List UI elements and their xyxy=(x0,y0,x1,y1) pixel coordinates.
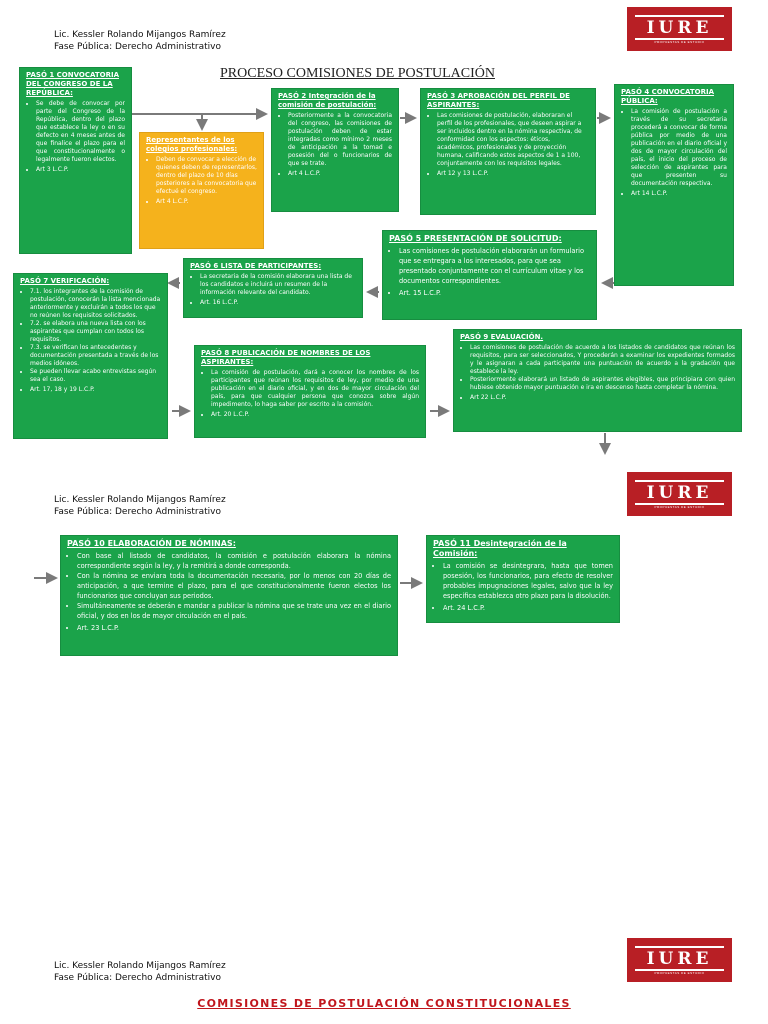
step-7-item-1: • 7.1. los integrantes de la comisión de postulación, conocerán la lista mencionada anteriormente y excluirán a todos los que no reúnen los requisitos solicitados. xyxy=(30,288,161,320)
step-2-box xyxy=(271,88,399,212)
step-8-item: • La comisión de postulación, dará a conocer los nombres de los participantes que reúnan los requisitos de ley, por medio de una publicación en el diario oficial, y en dos de mayor circulación del país, para que cualquier persona que conozca sobre algún impedimento, lo haga saber por escrito a la comisión. xyxy=(211,369,419,409)
step-5-article: • Art. 15 L.C.P. xyxy=(399,288,590,298)
step-9-item-2: • Posteriormente elaborará un listado de aspirantes elegibles, que principiara con quien hubiese obtenido mayor puntuación e ira en descenso hasta completar la nómina. xyxy=(470,376,735,392)
step-1-item: • Se debe de convocar por parte del Congreso de la República, dentro del plazo que establece la ley o en su defecto en 4 meses antes de que finalice el plazo para el que constitucionalmente o legalmente fueron electos. xyxy=(36,100,125,164)
step-8-title: PASÓ 8 PUBLICACIÓN DE NOMBRES DE LOS ASPIRANTES: xyxy=(201,349,371,366)
author-header-2 xyxy=(54,494,226,518)
step-6-title: PASÓ 6 LISTA DE PARTICIPANTES: xyxy=(190,262,322,270)
step-7-article: • Art. 17, 18 y 19 L.C.P. xyxy=(30,386,161,394)
step-7-title: PASÓ 7 VERIFICACIÓN: xyxy=(20,277,110,285)
step-7-item-4: • Se pueden llevar acabo entrevistas según sea el caso. xyxy=(30,368,161,384)
step-10-item-1: • Con base al listado de candidatos, la comisión e postulación elaborara la nómina correspondiente según la ley, y la remitirá a donde corresponda. xyxy=(77,551,391,571)
step-4-box xyxy=(614,84,734,286)
page-title: PROCESO COMISIONES DE POSTULACIÓN xyxy=(220,66,495,81)
step-7-item-2: • 7.2. se elabora una nueva lista con los aspirantes que cumplan con todos los requisitos. xyxy=(30,320,161,344)
footer-title: COMISIONES DE POSTULACIÓN CONSTITUCIONALES xyxy=(197,997,571,1010)
step-11-article: • Art. 24 L.C.P. xyxy=(443,603,613,613)
author-name: Lic. Kessler Rolando Mijangos Ramírez xyxy=(54,495,226,505)
step-3-item: • Las comisiones de postulación, elaboraran el perfil de los profesionales, que deseen aspirar a ser incluidos dentro en la nómina respectiva, de conformidad con los aspectos: éticos, académicos, profesionales y de proyección humana, calificando estos aspectos de 1 a 100, conjuntamente con los requisitos legales. xyxy=(437,112,589,168)
step-4-item: • La comisión de postulación a través de su secretaria procederá a convocar de forma pública por medio de una publicación en el diario oficial y dos de mayor circulación del país, el inicio del proceso de selección de aspirantes para que presenten su documentación respectiva. xyxy=(631,108,727,188)
step-5-item: • Las comisiones de postulación elaborarán un formulario que se entregara a los interesados, para que sea presentado conjuntamente con el currículum vitae y los documentos correspondientes. xyxy=(399,246,590,286)
representatives-title: Representantes de los colegios profesionales: xyxy=(146,136,238,153)
step-2-title: PASÓ 2 Integración de la comisión de postulación: xyxy=(278,92,377,109)
representatives-article: • Art 4 L.C.P. xyxy=(156,198,257,206)
step-11-box xyxy=(426,535,620,623)
step-5-title: PASÓ 5 PRESENTACIÓN DE SOLICITUD: xyxy=(389,234,562,243)
step-6-item: • La secretaria de la comisión elaborara una lista de los candidatos e incluirá un resumen de la información relevante del candidato. xyxy=(200,273,356,297)
logo-subtext: PROPUESTAS DE ESTUDIO xyxy=(654,505,705,509)
step-1-box xyxy=(19,67,132,254)
step-10-title: PASÓ 10 ELABORACIÓN DE NÓMINAS: xyxy=(67,539,236,548)
step-4-title: PASÓ 4 CONVOCATORIA PÚBLICA: xyxy=(621,88,714,105)
step-1-article: • Art 3 L.C.P. xyxy=(36,166,125,174)
step-6-article: • Art. 16 L.C.P. xyxy=(200,299,356,307)
step-11-title: PASÓ 11 Desintegración de la Comisión: xyxy=(433,539,567,558)
logo-text: IURE xyxy=(646,18,713,38)
logo-text: IURE xyxy=(646,949,713,969)
author-name: Lic. Kessler Rolando Mijangos Ramírez xyxy=(54,961,226,971)
logo-subtext: PROPUESTAS DE ESTUDIO xyxy=(654,40,705,44)
step-2-item: • Posteriormente a la convocatoria del congreso, las comisiones de postulación deben de estar integradas como mínimo 2 meses de anticipación a la tomad e posesión del o funcionarios de que se trate. xyxy=(288,112,392,168)
step-7-item-3: • 7.3. se verifican los antecedentes y documentación presentada a través de los medios idóneos. xyxy=(30,344,161,368)
step-10-item-3: • Simultáneamente se deberán e mandar a publicar la nómina que se trate una vez en el diario oficial, y dos en los de mayor circulación en el país. xyxy=(77,601,391,621)
step-11-item: • La comisión se desintegrara, hasta que tomen posesión, los funcionarios, para efecto de resolver probables impugnaciones legales, salvo que la ley especifica establezca otro plazo para la disolución. xyxy=(443,561,613,601)
step-3-article: • Art 12 y 13 L.C.P. xyxy=(437,170,589,178)
step-8-box xyxy=(194,345,426,438)
step-7-box xyxy=(13,273,168,439)
step-9-article: • Art 22 L.C.P. xyxy=(470,394,735,402)
author-header-3 xyxy=(54,960,226,984)
step-1-title: PASÓ 1 CONVOCATORIA DEL CONGRESO DE LA REPÚBLICA: xyxy=(26,71,119,97)
author-name: Lic. Kessler Rolando Mijangos Ramírez xyxy=(54,30,226,40)
step-4-article: • Art 14 L.C.P. xyxy=(631,190,727,198)
step-10-box xyxy=(60,535,398,656)
representatives-item: • Deben de convocar a elección de quienes deben de representarlos, dentro del plazo de 10 días posteriores a la convocatoria que efectué el congreso. xyxy=(156,156,257,196)
step-9-title: PASÓ 9 EVALUACIÓN. xyxy=(460,333,544,341)
step-6-box xyxy=(183,258,363,318)
logo-subtext: PROPUESTAS DE ESTUDIO xyxy=(654,971,705,975)
step-2-article: • Art 4 L.C.P. xyxy=(288,170,392,178)
representatives-box xyxy=(139,132,264,249)
iure-logo xyxy=(627,938,732,982)
iure-logo xyxy=(627,472,732,516)
course-name: Fase Pública: Derecho Administrativo xyxy=(54,507,222,517)
step-3-title: PASÓ 3 APROBACIÓN DEL PERFIL DE ASPIRANTES: xyxy=(427,92,570,109)
step-10-item-2: • Con la nómina se enviara toda la documentación necesaria, por lo menos con 20 días de anticipación, a que termine el plazo, para el que constitucionalmente fueron electos los funcionarios que concluyan sus periodos. xyxy=(77,571,391,601)
logo-text: IURE xyxy=(646,483,713,503)
step-5-box xyxy=(382,230,597,320)
step-9-item-1: • Las comisiones de postulación de acuerdo a los listados de candidatos que reúnan los requisitos, para ser seleccionados, Y procederán a examinar los expedientes formados y le asignaran a cada participante una puntuación de acuerdo a la gradación que establece la ley. xyxy=(470,344,735,376)
step-9-box xyxy=(453,329,742,432)
course-name: Fase Pública: Derecho Administrativo xyxy=(54,973,222,983)
step-3-box xyxy=(420,88,596,215)
step-10-article: • Art. 23 L.C.P. xyxy=(77,623,391,633)
step-8-article: • Art. 20 L.C.P. xyxy=(211,411,419,419)
course-name: Fase Pública: Derecho Administrativo xyxy=(54,42,222,52)
